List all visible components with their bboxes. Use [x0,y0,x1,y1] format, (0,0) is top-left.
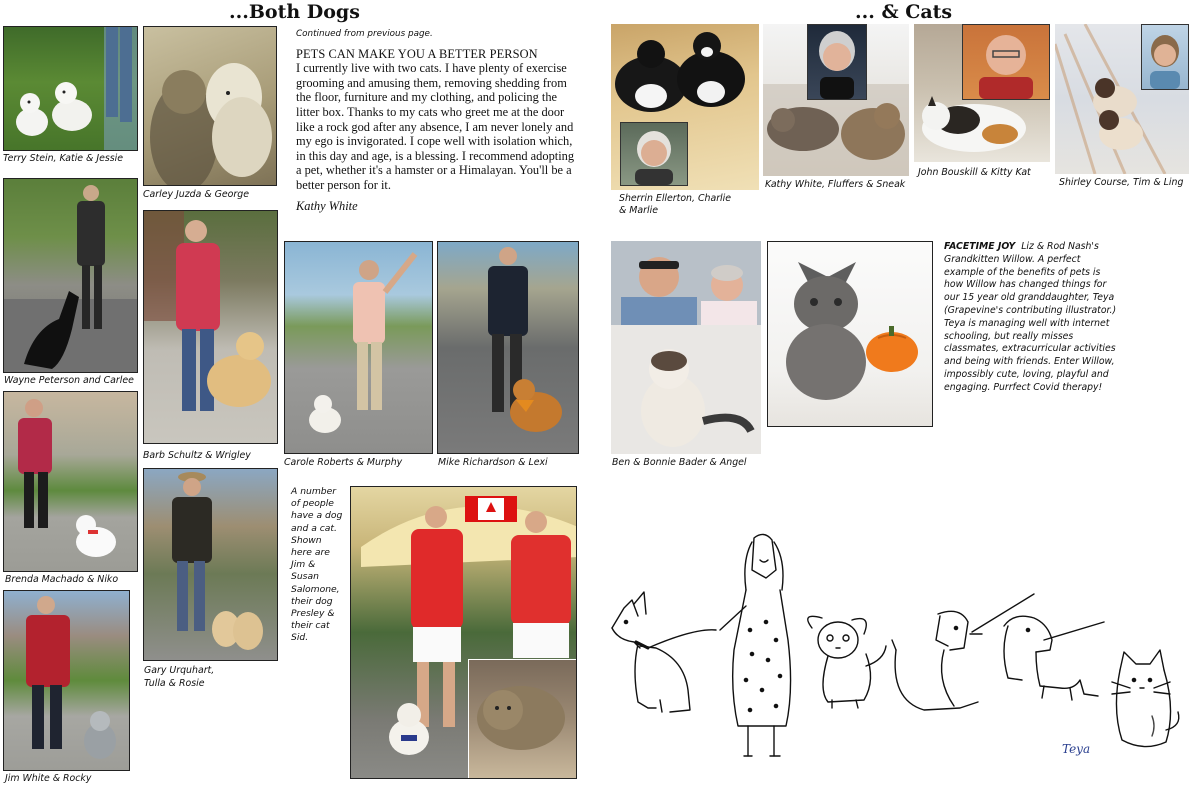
caption-barb: Barb Schultz & Wrigley [143,450,251,461]
leash-line [972,594,1034,632]
caption-gary-line2: Tulla & Rosie [144,678,205,689]
photo-gary-urquhart [143,468,278,661]
dog-drawing-1 [612,592,716,712]
salomone-line: Presley & [291,608,335,620]
article-body: I currently live with two cats. I have plenty of exercise grooming and amusing them, removing shedding from the floor, furniture and my clothing, and policing the litter box. Thanks to my cats who greet me at the door like a rock god after any absence, I am never lonely and my ego is invigorated. I cope well with isolation which, in this day and age, is a blessing. I recommend adopting a pet, whether it's a hamster or a Himalayan. You'll be a better person for it. [296,61,575,192]
caption-wayne: Wayne Peterson and Carlee [4,375,134,386]
salomone-line: have a dog [291,510,343,522]
article-continued-note: Continued from previous page. [296,29,433,39]
facetime-lead: FACETIME JOY [944,241,1016,252]
photo-shirley-course [1055,24,1189,174]
photo-salomone-family [350,486,577,779]
inset-photo-sherrin [620,122,688,186]
caption-terry: Terry Stein, Katie & Jessie [3,153,124,164]
photo-terry-stein [3,26,138,151]
caption-carley: Carley Juzda & George [143,189,249,200]
both-dogs-title: ...Both Dogs [229,1,360,23]
inset-photo-shirley [1141,24,1189,90]
caption-sherrin-line1: Sherrin Ellerton, Charlie [619,193,732,204]
caption-ben: Ben & Bonnie Bader & Angel [612,457,747,468]
caption-sherrin-line2: & Marlie [619,205,658,216]
photo-mike-richardson [437,241,579,454]
photo-jim-white [3,590,130,771]
salomone-line: A number [291,486,337,497]
salomone-line: of people [291,498,334,510]
caption-john: John Bouskill & Kitty Kat [918,167,1031,178]
salomone-line: here are [291,547,330,559]
article-heading: PETS CAN MAKE YOU A BETTER PERSON [296,46,538,61]
chihuahua-drawing [808,616,886,708]
salomone-line: Jim & [291,559,316,571]
photo-ben-bonnie-bader [611,241,761,454]
photo-sherrin-ellerton [611,24,759,190]
salomone-line: Susan [291,571,319,583]
photo-john-bouskill [914,24,1050,162]
caption-kathy: Kathy White, Fluffers & Sneak [765,179,906,190]
article-pets-better-person [296,27,580,213]
photo-barb-schultz [143,210,278,444]
photo-carley-juzda [143,26,277,186]
salomone-line: Sid. [291,632,309,644]
dog-drawing-3 [1004,616,1104,700]
photo-carole-roberts [284,241,433,454]
salomone-line: Salomone, [291,583,340,595]
caption-shirley: Shirley Course, Tim & Ling [1059,177,1184,188]
photo-brenda-machado [3,391,138,572]
caption-brenda: Brenda Machado & Niko [5,574,119,585]
inset-photo-cat-sid [468,659,577,779]
caption-carole: Carole Roberts & Murphy [284,457,403,468]
photo-wayne-peterson [3,178,138,373]
facetime-joy-paragraph [944,241,1122,395]
facetime-body: Liz & Rod Nash's Grandkitten Willow. A perfect example of the benefits of pets is how Willow has changed things for our 15 year old granddaughter, Teya (Grapevine's contributing illustrator.) Teya is managing well with internet schooling, but really misses classmates, extracurricular activities and being with friends. Enter Willow, impossibly cute, loving, playful and engaging. Purrfect Covid therapy! [944,241,1117,393]
article-signature: Kathy White [296,198,358,213]
salomone-line: their cat [291,620,330,632]
salomone-side-text [291,486,347,645]
and-cats-title: ... & Cats [855,1,953,23]
inset-photo-john [962,24,1050,100]
cat-drawing [1112,650,1179,747]
caption-jim: Jim White & Rocky [5,773,92,784]
dog-drawing-2 [892,611,982,710]
teya-line-illustration [604,530,1189,788]
photo-willow-kitten [767,241,933,427]
salomone-line: Shown [291,534,322,546]
girl-drawing [720,534,791,756]
caption-gary-line1: Gary Urquhart, [144,665,215,676]
salomone-line: their dog [291,595,333,607]
photo-kathy-white [763,24,909,176]
caption-mike: Mike Richardson & Lexi [438,457,548,468]
teya-signature: Teya [1062,742,1091,756]
inset-photo-kathy [807,24,867,100]
salomone-line: and a cat. [291,522,337,534]
